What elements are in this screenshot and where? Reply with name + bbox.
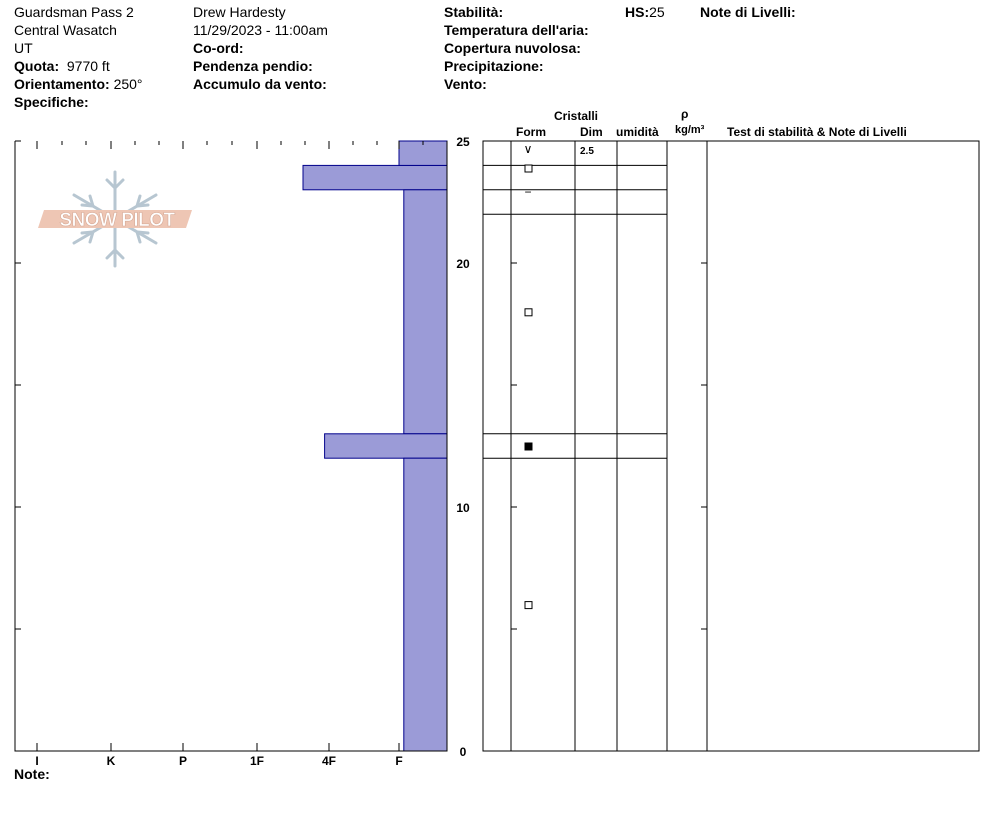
hardness-bar-3 <box>325 434 447 458</box>
grain-form-2: − <box>524 185 532 199</box>
logo-text: SNOW PILOT <box>59 210 175 231</box>
aspect-value: 250° <box>113 76 143 92</box>
x-tick-label-I: I <box>35 754 39 768</box>
y-tick-label-25: 25 <box>456 135 470 149</box>
wind-label: Vento: <box>444 76 487 92</box>
grain-form-3 <box>525 309 532 316</box>
y-tick-label-20: 20 <box>456 257 470 271</box>
location: Guardsman Pass 2 <box>14 4 134 20</box>
x-tick-label-F: F <box>395 754 403 768</box>
dim-header: Dim <box>580 125 603 139</box>
hardness-bar-2 <box>404 190 447 434</box>
grain-form-5 <box>525 602 532 609</box>
x-tick-label-4F: 4F <box>321 754 337 768</box>
snowpilot-logo <box>38 172 192 266</box>
hs-value: 25 <box>649 4 665 20</box>
layer-table <box>483 141 979 751</box>
air-temp-label: Temperatura dell'aria: <box>444 22 589 38</box>
cloud-label: Copertura nuvolosa: <box>444 40 581 56</box>
layer-notes-label: Note di Livelli: <box>700 4 796 20</box>
table-frame <box>483 141 979 751</box>
elevation-value: 9770 ft <box>66 58 110 74</box>
form-header: Form <box>516 125 546 139</box>
wind-loading-label: Accumulo da vento: <box>193 76 327 92</box>
datetime: 11/29/2023 - 11:00am <box>193 22 328 38</box>
state: UT <box>14 40 33 56</box>
moisture-header: umidità <box>616 125 659 139</box>
range: Central Wasatch <box>14 22 117 38</box>
notes-label: Note: <box>14 766 50 782</box>
x-tick-label-1F: 1F <box>249 754 265 768</box>
elevation-label: Quota: <box>14 58 60 74</box>
coord-label: Co-ord: <box>193 40 244 56</box>
y-tick-label-10: 10 <box>456 501 470 515</box>
precip-label: Precipitazione: <box>444 58 544 74</box>
slope-label: Pendenza pendio: <box>193 58 313 74</box>
x-tick-label-P: P <box>178 754 188 768</box>
y-tick-label-0: 0 <box>459 745 467 759</box>
crystals-header: Cristalli <box>554 109 599 123</box>
density-unit-header: kg/m³ <box>675 124 705 136</box>
grain-form-4 <box>525 443 532 450</box>
specifics-label: Specifiche: <box>14 94 89 110</box>
stability-tests-header: Test di stabilità & Note di Livelli <box>727 125 907 139</box>
grain-form-1 <box>525 165 532 172</box>
aspect-label: Orientamento: <box>14 76 110 92</box>
hardness-bar-1 <box>303 165 447 189</box>
grain-size-0: 2.5 <box>580 146 594 157</box>
rho-header: ρ <box>681 107 689 121</box>
x-tick-label-K: K <box>106 754 116 768</box>
stability-label: Stabilità: <box>444 4 504 20</box>
hardness-bar-4 <box>404 458 447 751</box>
observer: Drew Hardesty <box>193 4 286 20</box>
grain-form-0: ∨ <box>523 142 533 156</box>
hs-label: HS: <box>625 4 650 20</box>
